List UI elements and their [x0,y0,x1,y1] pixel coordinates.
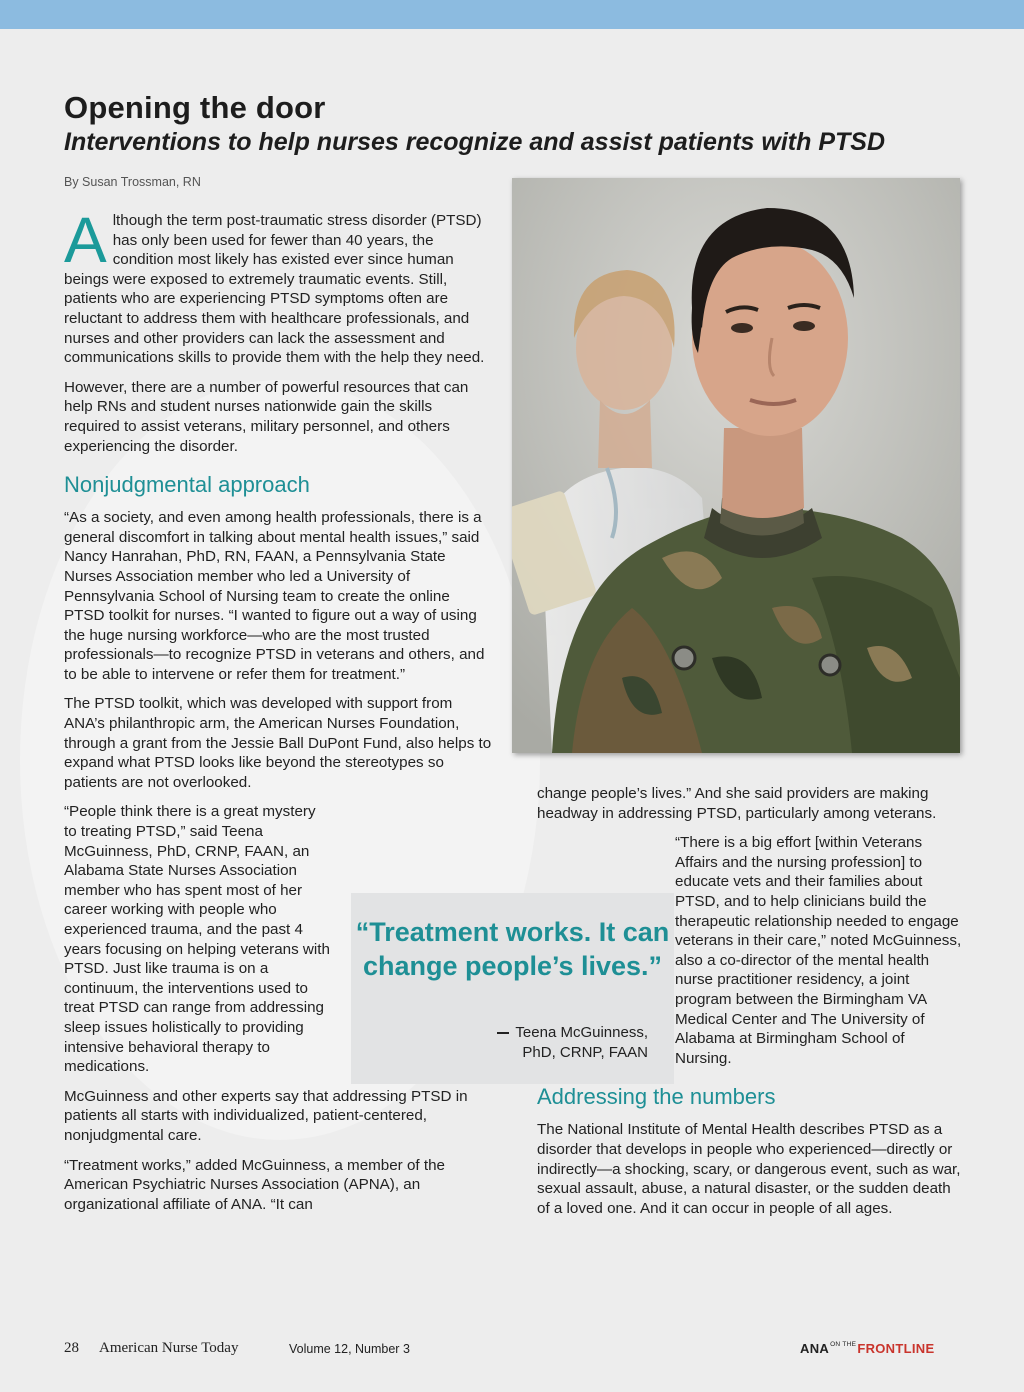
byline: By Susan Trossman, RN [64,175,201,189]
paragraph-9: “There is a big effort [within Veterans Affairs and the nursing profession] to educate vets and their families about PTSD, and to help clinicians build the therapeutic relationship needed to engage veterans in their care,” noted McGuinness, also a co-director of the mental health nurse practitioner residency, a joint program between the Birmingham VA Medical Center and The University of Alabama at Birmingham School of Nursing. [675,834,962,1067]
subhead-addressing-numbers: Addressing the numbers [537,1084,776,1110]
paragraph-3: “As a society, and even among health professionals, there is a general discomfort in talking about mental health issues,” said Nancy Hanrahan, PhD, RN, FAAN, a Pennsylvania State Nurses Association member who led a University of Pennsylvania School of Nursing team to create the online PTSD toolkit for nurses. “I wanted to figure out a way of using the huge nursing workforce—who are the most trusted professionals—to recognize PTSD in veterans and others, and to be able to intervene or refer them for treatment.” [64,509,485,683]
paragraph-7: “Treatment works,” added McGuinness, a member of the American Psychiatric Nurses Association (APNA), an organizational affiliate of ANA. “It can [64,1156,445,1213]
volume-issue: Volume 12, Number 3 [289,1342,410,1356]
photo-soldier-and-nurse-image [512,178,960,753]
pull-quote-attribution: Teena McGuinness, PhD, CRNP, FAAN [497,1023,648,1063]
paragraph-6: McGuinness and other experts say that addressing PTSD in patients all starts with individualized, patient-centered, nonjudgmental care. [64,1087,468,1144]
article-photo [512,178,960,753]
article-subtitle: Interventions to help nurses recognize and assist patients with PTSD [64,128,885,156]
dash-icon [497,1032,509,1034]
intro-paragraph: Although the term post-traumatic stress disorder (PTSD) has only been used for fewer than 40 years, the condition most likely has existed ever since human beings were exposed to extremely traumatic events. Still, patients who are experiencing PTSD symptoms often are reluctant to address them with healthcare professionals, and nurses and other providers can lack the assessment and communications skills to provide them with the help they need. [64,204,485,367]
paragraph-5: “People think there is a great mystery to treating PTSD,” said Teena McGuinness, PhD, CRNP, FAAN, an Alabama State Nurses Association member who has spent most of her career working with people who experienced trauma, and the past 4 years focusing on helping veterans with PTSD. Just like trauma is on a continuum, the interventions used to treat PTSD can range from addressing sleep issues holistically to providing intensive behavioral therapy to medications. [64,803,330,1076]
paragraph-10: The National Institute of Mental Health describes PTSD as a disorder that develops in people who experienced—directly or indirectly—a shocking, scary, or dangerous event, such as war, sexual assault, abuse, a natural disaster, or the sudden death of a loved one. And it can occur in people of all ages. [537,1121,961,1217]
pull-quote-text: “Treatment works. It can change people’s lives.” [355,917,670,981]
paragraph-2: However, there are a number of powerful resources that can help RNs and student nurses nationwide gain the skills required to assist veterans, military personnel, and others experiencing the disorder. [64,378,469,455]
page-number: 28 [64,1340,79,1356]
magazine-name: American Nurse Today [99,1340,239,1356]
subhead-nonjudgmental: Nonjudgmental approach [64,472,310,498]
pull-quote [351,893,674,1084]
ana-frontline-logo: $ANA^{ON THE}FRONTLINE$ [800,1341,935,1356]
paragraph-8: change people’s lives.” And she said providers are making headway in addressing PTSD, particularly among veterans. [537,785,937,822]
paragraph-4: The PTSD toolkit, which was developed with support from ANA’s philanthropic arm, the American Nurses Foundation, through a grant from the Jessie Ball DuPont Fund, also helps to expand what PTSD looks like beyond the stereotypes so patients are not overlooked. [64,695,492,791]
top-color-bar [0,0,1024,29]
dropcap: A [64,204,107,276]
article-title: Opening the door [64,90,326,125]
